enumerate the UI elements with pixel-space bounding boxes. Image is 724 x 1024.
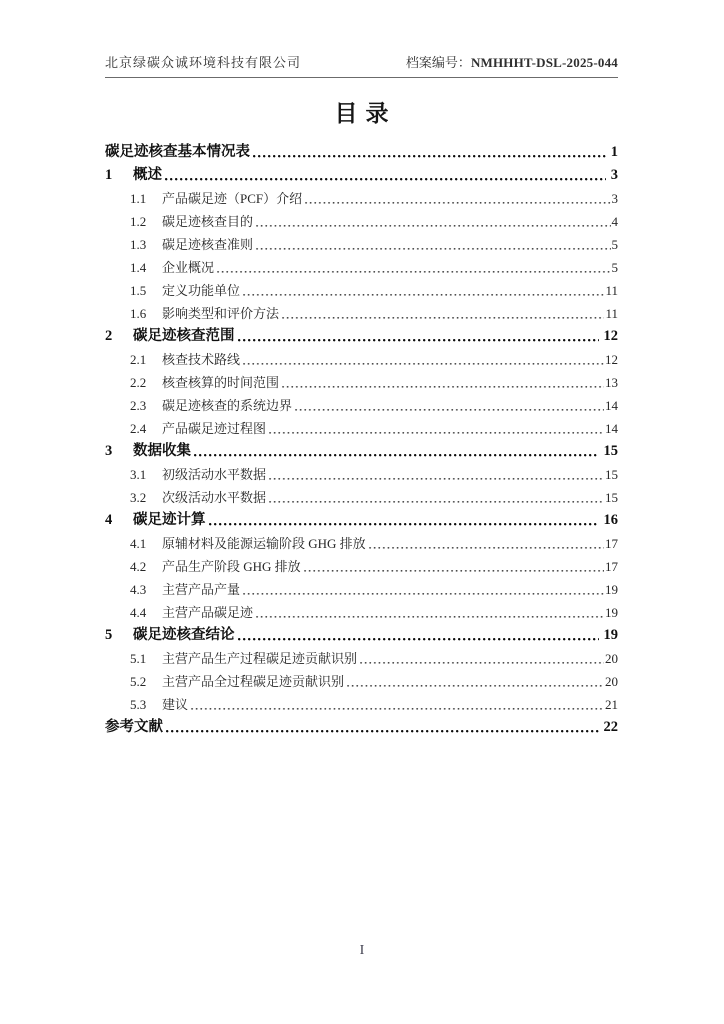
toc-entry: [130, 486, 618, 509]
toc-leader-dots: [269, 463, 604, 486]
toc-leader-dots: [253, 141, 606, 164]
toc-entry-number: 3.2: [130, 490, 147, 505]
file-number-value: NMHHHT-DSL-2025-044: [470, 55, 618, 70]
toc-entry: [105, 624, 618, 647]
toc-entry-title: 定义功能单位: [162, 283, 241, 298]
toc-leader-dots: [304, 555, 604, 578]
toc-entry-title: 碳足迹核查目的: [162, 214, 254, 229]
toc-entry-page: 14: [605, 398, 618, 413]
toc-leader-dots: [243, 578, 604, 601]
toc-entry-title: 数据收集: [133, 443, 191, 459]
toc-leader-dots: [269, 417, 604, 440]
toc-entry-title: 核查技术路线: [162, 352, 241, 367]
toc-entry-title: 碳足迹核查基本情况表: [105, 144, 250, 160]
toc-entry: [130, 371, 618, 394]
toc-entry-title: 概述: [133, 167, 162, 183]
page-number-footer: I: [359, 943, 365, 958]
toc-entry-page: 5: [611, 237, 618, 252]
toc-entry-number: 4.4: [130, 605, 147, 620]
toc-entry-number: 2.3: [130, 398, 147, 413]
toc-entry: [105, 164, 618, 187]
toc-entry-number: 3.1: [130, 467, 147, 482]
toc-entry-page: 12: [605, 352, 618, 367]
toc-entry-number: 5.2: [130, 674, 147, 689]
toc-entry-page: 1: [610, 144, 618, 160]
toc-entry-page: 19: [605, 605, 618, 620]
toc-entry-page: 17: [605, 536, 618, 551]
toc-entry-number: 2.4: [130, 421, 147, 436]
toc-leader-dots: [217, 256, 610, 279]
toc-entry-number: 4.3: [130, 582, 147, 597]
toc-entry-number: 1.4: [130, 260, 147, 275]
toc-leader-dots: [269, 486, 604, 509]
toc-leader-dots: [209, 509, 599, 532]
toc-leader-dots: [369, 532, 604, 555]
toc-entry-number: 4.1: [130, 536, 147, 551]
toc-entry-number: 3: [105, 443, 113, 459]
toc-entry-page: 20: [605, 651, 618, 666]
toc-entry-page: 3: [610, 167, 618, 183]
toc-entry-page: 15: [605, 490, 618, 505]
toc-entry-page: 16: [603, 512, 618, 528]
toc-entry: [130, 601, 618, 624]
toc-entry: [130, 555, 618, 578]
toc-entry-number: 2.1: [130, 352, 147, 367]
toc-leader-dots: [295, 394, 604, 417]
toc-entry-title: 原辅材料及能源运输阶段 GHG 排放: [162, 536, 366, 551]
toc-entry-page: 20: [605, 674, 618, 689]
toc-leader-dots: [282, 371, 604, 394]
toc-leader-dots: [256, 210, 610, 233]
toc-entry-page: 19: [603, 627, 618, 643]
toc-entry: [130, 417, 618, 440]
toc-leader-dots: [256, 601, 604, 624]
toc-entry: [130, 210, 618, 233]
toc-entry: [130, 302, 618, 325]
toc-entry: [105, 325, 618, 348]
toc-entry-title: 碳足迹核查范围: [133, 328, 235, 344]
toc-entry-number: 5: [105, 627, 113, 643]
toc-entry: [130, 578, 618, 601]
toc-entry-number: 1.5: [130, 283, 147, 298]
toc-entry-page: 4: [611, 214, 618, 229]
toc-leader-dots: [166, 716, 599, 739]
toc-entry-page: 21: [605, 697, 618, 712]
toc-title: 目录: [334, 101, 397, 126]
toc-entry-number: 2.2: [130, 375, 147, 390]
toc-entry-number: 4.2: [130, 559, 147, 574]
toc-entry: [105, 716, 618, 739]
toc-entry-page: 19: [605, 582, 618, 597]
toc-entry-title: 建议: [162, 697, 189, 712]
toc-entry-page: 15: [605, 467, 618, 482]
toc-entry: [105, 509, 618, 532]
toc-entry-title: 碳足迹核查的系统边界: [162, 398, 293, 413]
toc-entry-page: 13: [605, 375, 618, 390]
toc-entry-title: 初级活动水平数据: [162, 467, 267, 482]
toc-entry-title: 影响类型和评价方法: [162, 306, 280, 321]
toc-entry: [130, 394, 618, 417]
file-number: [406, 52, 618, 71]
toc-entry-title: 主营产品产量: [162, 582, 241, 597]
toc-leader-dots: [282, 302, 604, 325]
toc-entry-page: 22: [603, 719, 618, 735]
toc-entry: [130, 348, 618, 371]
toc-entry-title: 碳足迹核查结论: [133, 627, 235, 643]
toc-leader-dots: [238, 624, 599, 647]
toc-leader-dots: [165, 164, 606, 187]
toc-entry: [130, 532, 618, 555]
toc-leader-dots: [305, 187, 610, 210]
toc-entry-number: 5.3: [130, 697, 147, 712]
toc-entry-number: 1.1: [130, 191, 147, 206]
toc-entry-number: 1.3: [130, 237, 147, 252]
toc-entry-page: 11: [605, 283, 618, 298]
toc-entry-page: 14: [605, 421, 618, 436]
toc-leader-dots: [243, 348, 604, 371]
toc-leader-dots: [347, 670, 604, 693]
toc-entry: [130, 256, 618, 279]
toc-entry-title: 产品碳足迹过程图: [162, 421, 267, 436]
toc-entry-title: 参考文献: [105, 719, 163, 735]
toc-entry: [130, 233, 618, 256]
toc-entry-number: 2: [105, 328, 113, 344]
file-number-label: 档案编号：: [405, 55, 471, 70]
toc-entry: [130, 647, 618, 670]
page-header: [105, 52, 618, 78]
toc-entry-page: 17: [605, 559, 618, 574]
toc-entry-page: 15: [603, 443, 618, 459]
toc-entry-number: 4: [105, 512, 113, 528]
toc-entry-number: 1: [105, 167, 113, 183]
toc-entry-title: 产品碳足迹（PCF）介绍: [162, 191, 303, 206]
toc-leader-dots: [191, 693, 604, 716]
toc-entry: [130, 463, 618, 486]
toc-leader-dots: [194, 440, 599, 463]
toc-entry-page: 3: [611, 191, 618, 206]
toc-entry: [130, 187, 618, 210]
company-name: 北京绿碳众诚环境科技有限公司: [105, 55, 302, 70]
toc-entry-title: 主营产品全过程碳足迹贡献识别: [162, 674, 345, 689]
toc-entry-title: 碳足迹核查准则: [162, 237, 254, 252]
toc-entry-title: 碳足迹计算: [133, 512, 206, 528]
toc-entry-title: 主营产品生产过程碳足迹贡献识别: [162, 651, 358, 666]
toc-leader-dots: [238, 325, 599, 348]
toc-entry: [105, 141, 618, 164]
toc-entry-page: 5: [611, 260, 618, 275]
toc-leader-dots: [256, 233, 610, 256]
toc-entry: [130, 279, 618, 302]
toc-entry: [105, 440, 618, 463]
toc-entry: [130, 693, 618, 716]
toc-entry-number: 1.2: [130, 214, 147, 229]
toc-entry-title: 产品生产阶段 GHG 排放: [162, 559, 301, 574]
toc-entry-title: 企业概况: [162, 260, 215, 275]
toc-entry: [130, 670, 618, 693]
toc-list: [105, 141, 618, 739]
toc-entry-page: 12: [603, 328, 618, 344]
toc-entry-title: 次级活动水平数据: [162, 490, 267, 505]
toc-leader-dots: [360, 647, 604, 670]
toc-entry-page: 11: [605, 306, 618, 321]
toc-entry-number: 5.1: [130, 651, 147, 666]
toc-entry-number: 1.6: [130, 306, 147, 321]
toc-entry-title: 主营产品碳足迹: [162, 605, 254, 620]
toc-entry-title: 核查核算的时间范围: [162, 375, 280, 390]
toc-leader-dots: [243, 279, 604, 302]
